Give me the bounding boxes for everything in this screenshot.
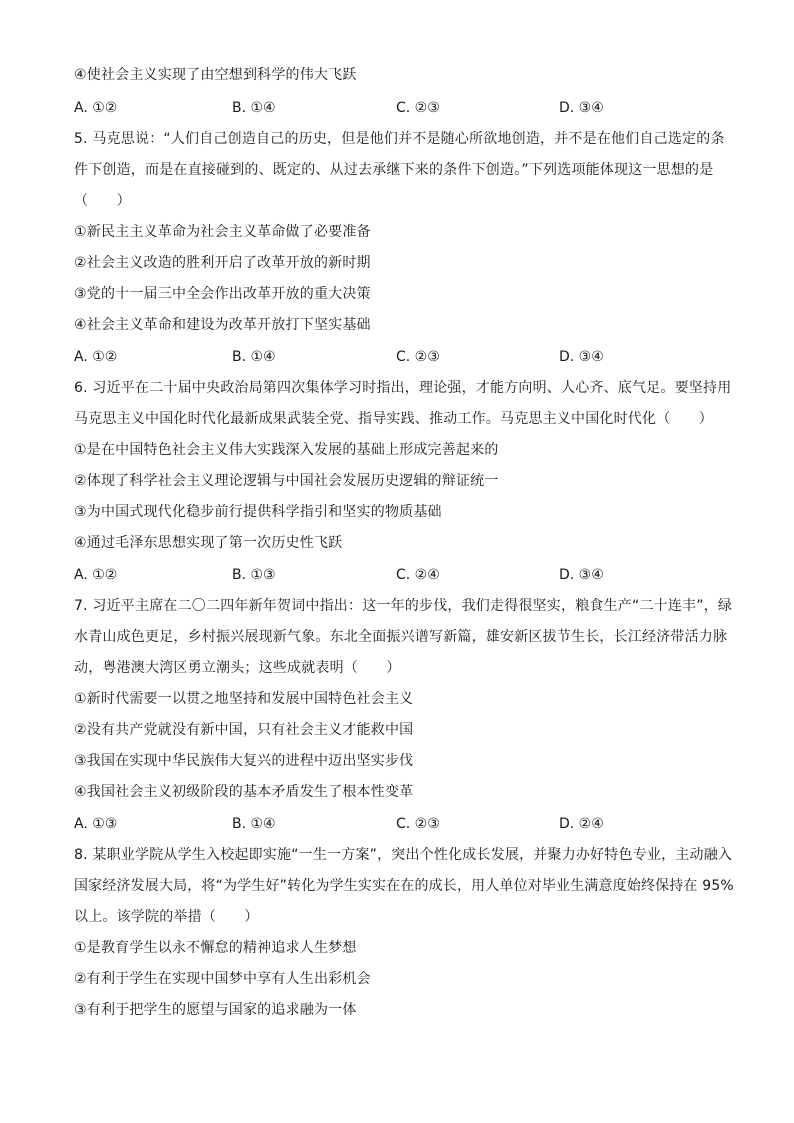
q6-stem-line-2: 马克思主义中国化时代化最新成果武装全党、指导实践、推动工作。马克思主义中国化时代化（ ） bbox=[74, 411, 713, 427]
q5-choice-c: C. ②③ bbox=[396, 349, 440, 365]
q7-option-4: ④我国社会主义初级阶段的基本矛盾发生了根本性变革 bbox=[74, 784, 414, 800]
q4-option-4: ④使社会主义实现了由空想到科学的伟大飞跃 bbox=[74, 67, 357, 83]
q8-option-2: ②有利于学生在实现中国梦中享有人生出彩机会 bbox=[74, 971, 371, 987]
q8-option-3: ③有利于把学生的愿望与国家的追求融为一体 bbox=[74, 1002, 357, 1018]
q5-choice-b: B. ①④ bbox=[232, 349, 276, 365]
q7-choice-d: D. ②④ bbox=[559, 816, 604, 832]
q6-option-1: ①是在中国特色社会主义伟大实践深入发展的基础上形成完善起来的 bbox=[74, 442, 499, 458]
q5-stem-line-2: 件下创造，而是在直接碰到的、既定的、从过去承继下来的条件下创造。”下列选项能体现这一思想的是 bbox=[74, 162, 714, 178]
q5-stem-line-1: 5. 马克思说：“人们自己创造自己的历史，但是他们并不是随心所欲地创造，并不是在他们自己选定的条 bbox=[74, 131, 725, 147]
q7-option-1: ①新时代需要一以贯之地坚持和发展中国特色社会主义 bbox=[74, 691, 414, 707]
q8-stem-line-1: 8. 某职业学院从学生入校起即实施“一生一方案”，突出个性化成长发展，并聚力办好特色专业，主动融入 bbox=[74, 847, 733, 863]
q7-stem-line-1: 7. 习近平主席在二〇二四年新年贺词中指出：这一年的步伐，我们走得很坚实，粮食生产“二十连丰”，绿 bbox=[74, 598, 733, 614]
q7-choice-b: B. ①④ bbox=[232, 816, 276, 832]
q8-stem-line-2: 国家经济发展大局，将“为学生好”转化为学生实实在在的成长，用人单位对毕业生满意度始终保持在 95% bbox=[74, 878, 734, 894]
q5-choice-d: D. ③④ bbox=[559, 349, 604, 365]
q5-option-1: ①新民主主义革命为社会主义革命做了必要准备 bbox=[74, 224, 371, 240]
q6-choice-d: D. ③④ bbox=[559, 567, 604, 583]
q4-choice-a: A. ①② bbox=[74, 100, 118, 116]
q7-stem-line-3: 动，粤港澳大湾区勇立潮头；这些成就表明（ ） bbox=[74, 660, 401, 676]
q5-choices bbox=[74, 348, 734, 366]
q4-choice-d: D. ③④ bbox=[559, 100, 604, 116]
q4-choice-c: C. ②③ bbox=[396, 100, 440, 116]
q5-option-3: ③党的十一届三中全会作出改革开放的重大决策 bbox=[74, 286, 371, 302]
q5-option-4: ④社会主义革命和建设为改革开放打下坚实基础 bbox=[74, 317, 371, 333]
q4-choices bbox=[74, 99, 734, 117]
q6-choice-a: A. ①② bbox=[74, 567, 118, 583]
q8-stem-line-3: 以上。该学院的举措（ ） bbox=[74, 909, 259, 925]
q6-option-4: ④通过毛泽东思想实现了第一次历史性飞跃 bbox=[74, 535, 343, 551]
q6-option-3: ③为中国式现代化稳步前行提供科学指引和坚实的物质基础 bbox=[74, 504, 442, 520]
q7-choice-a: A. ①③ bbox=[74, 816, 118, 832]
q6-choice-c: C. ②④ bbox=[396, 567, 440, 583]
q5-answer-bracket: （ ） bbox=[74, 193, 131, 209]
q7-option-2: ②没有共产党就没有新中国，只有社会主义才能救中国 bbox=[74, 722, 414, 738]
q6-choice-b: B. ①③ bbox=[232, 567, 276, 583]
q4-choice-b: B. ①④ bbox=[232, 100, 276, 116]
q8-option-1: ①是教育学生以永不懈怠的精神追求人生梦想 bbox=[74, 940, 357, 956]
q5-choice-a: A. ①② bbox=[74, 349, 118, 365]
q7-stem-line-2: 水青山成色更足，乡村振兴展现新气象。东北全面振兴谱写新篇，雄安新区拔节生长，长江经济带活力脉 bbox=[74, 629, 728, 645]
q7-choices bbox=[74, 815, 734, 833]
q6-option-2: ②体现了科学社会主义理论逻辑与中国社会发展历史逻辑的辩证统一 bbox=[74, 473, 499, 489]
q7-choice-c: C. ②③ bbox=[396, 816, 440, 832]
q6-stem-line-1: 6. 习近平在二十届中央政治局第四次集体学习时指出，理论强，才能方向明、人心齐、底气足。要坚持用 bbox=[74, 380, 732, 396]
q7-option-3: ③我国在实现中华民族伟大复兴的进程中迈出坚实步伐 bbox=[74, 753, 414, 769]
q5-option-2: ②社会主义改造的胜利开启了改革开放的新时期 bbox=[74, 255, 371, 271]
q6-choices bbox=[74, 566, 734, 584]
